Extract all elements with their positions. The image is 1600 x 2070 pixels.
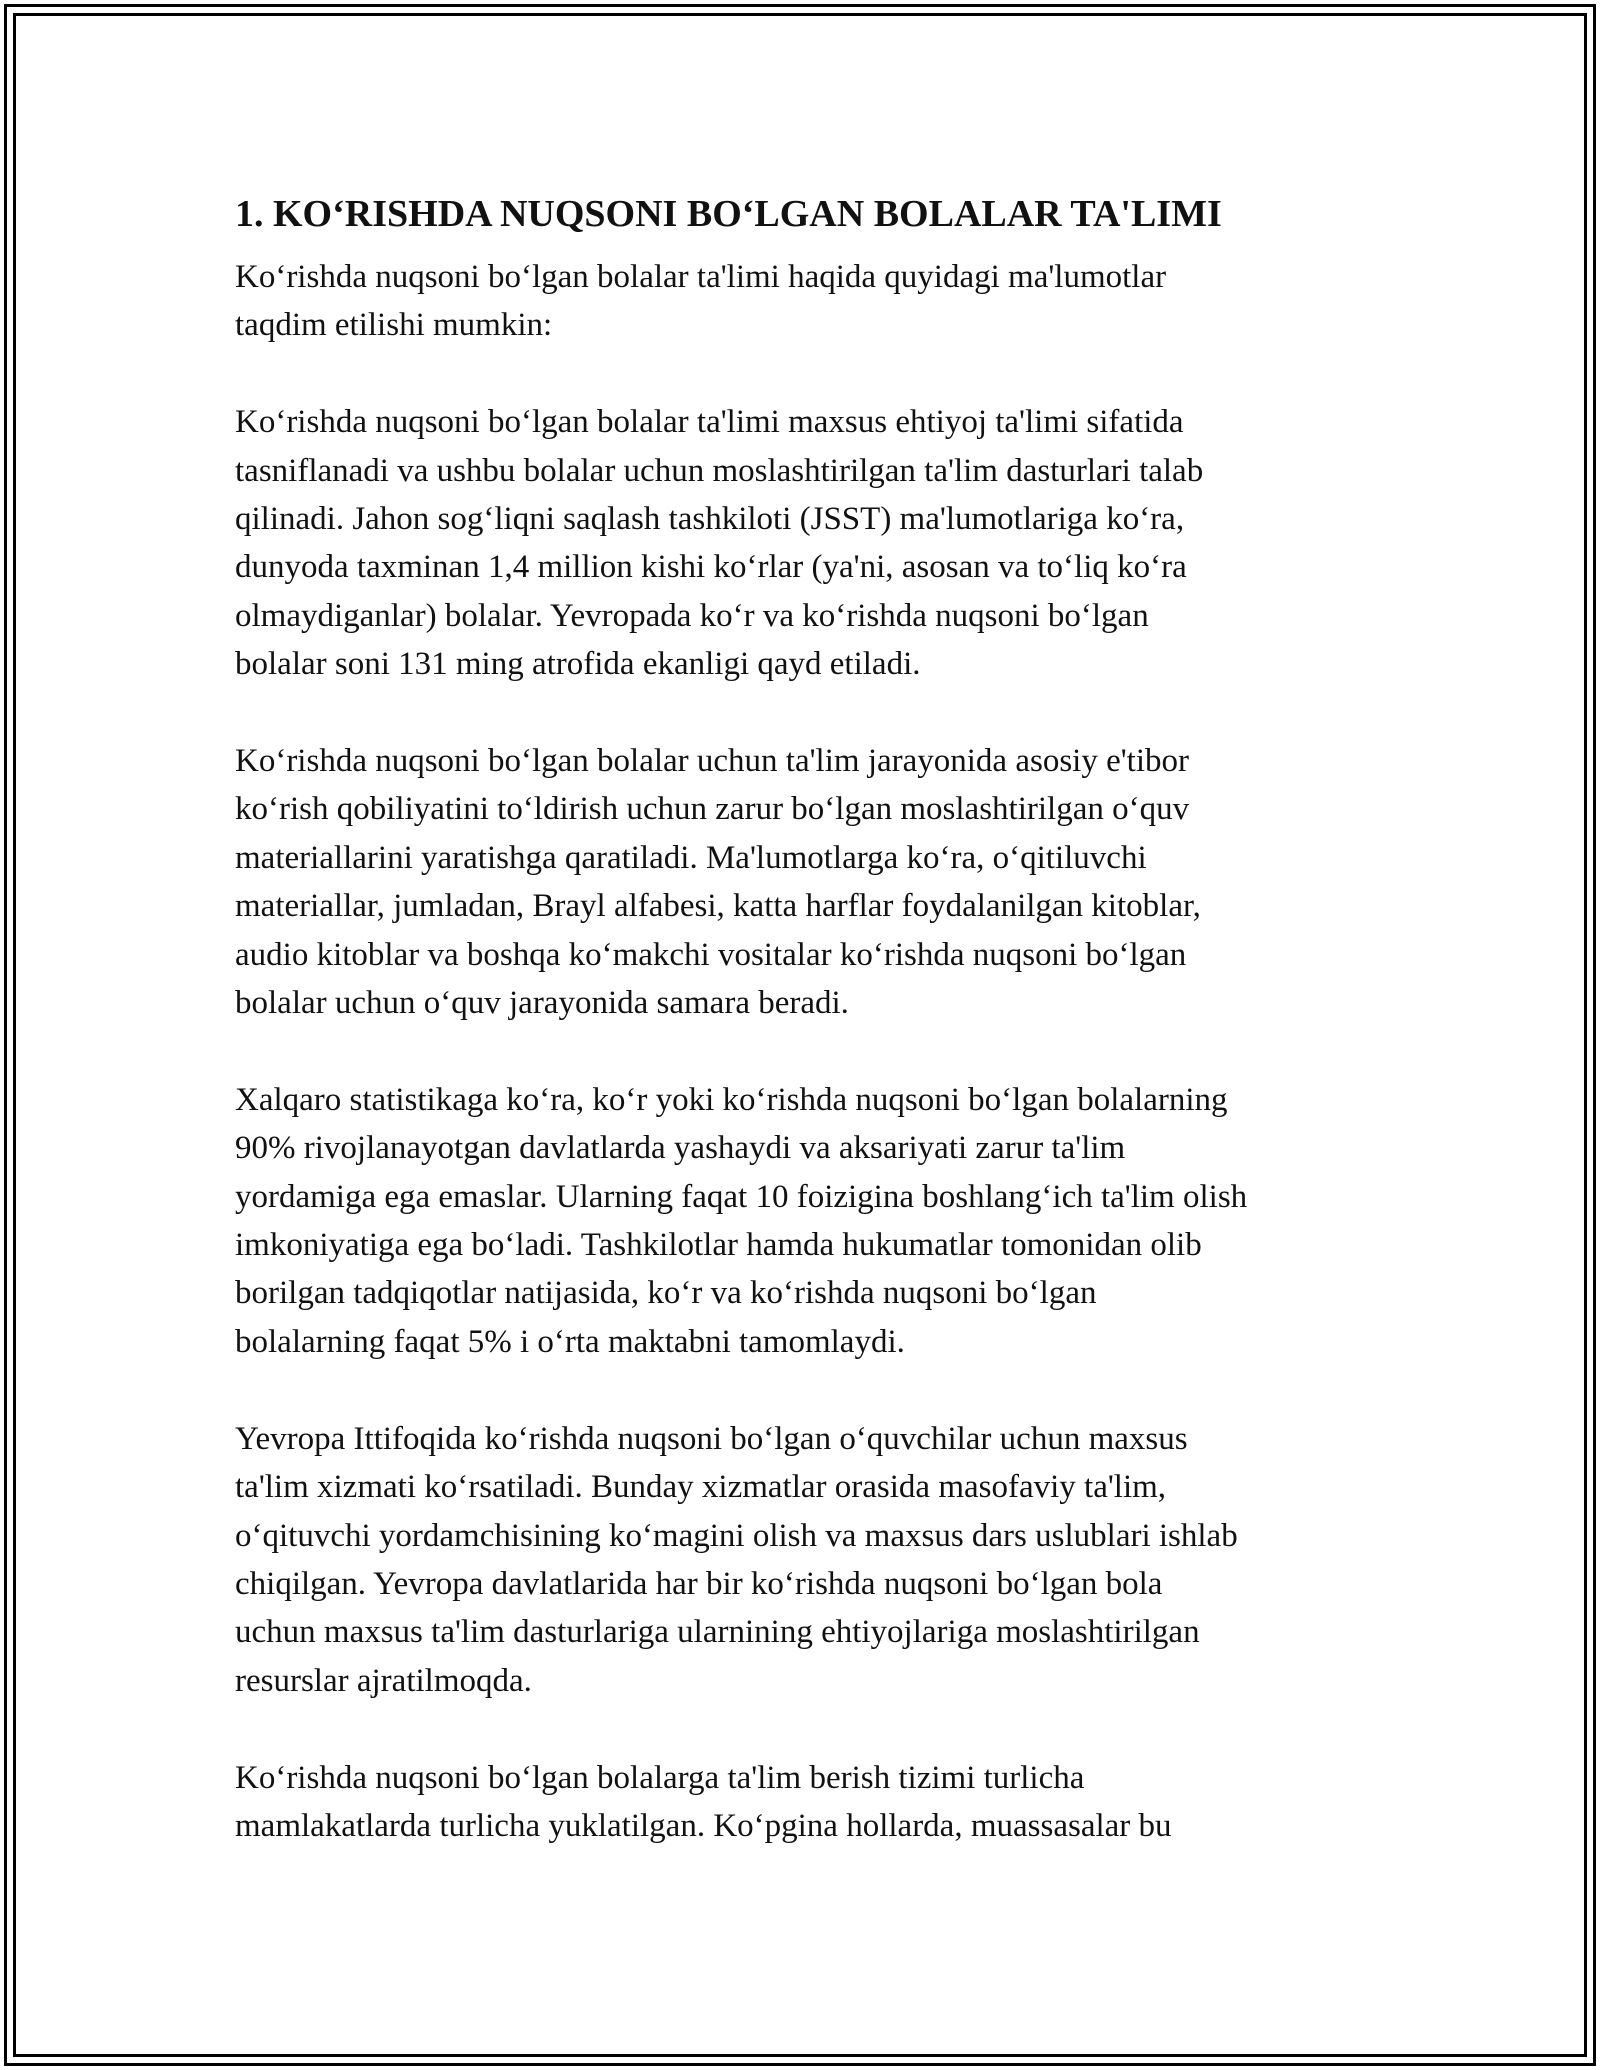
text-line: Ko‘rishda nuqsoni bo‘lgan bolalar ta'limi haqida quyidagi ma'lumotlar: [235, 259, 1167, 295]
text-line: mamlakatlarda turlicha yuklatilgan. Ko‘pgina hollarda, muassasalar bu: [235, 1807, 1172, 1844]
text-line: Ko‘rishda nuqsoni bo‘lgan bolalar ta'limi maxsus ehtiyoj ta'limi sifatida: [235, 404, 1184, 441]
text-line: ta'lim xizmati ko‘rsatiladi. Bunday xizmatlar orasida masofaviy ta'lim,: [235, 1469, 1167, 1506]
text-line: Ko‘rishda nuqsoni bo‘lgan bolalar uchun ta'lim jarayonida asosiy e'tibor: [235, 743, 1190, 780]
paragraph-classification: [235, 398, 1385, 688]
paragraph-materials: [235, 737, 1385, 1027]
document-body: [235, 185, 1385, 1899]
text-line: o‘qituvchi yordamchisining ko‘magini olish va maxsus dars uslublari ishlab: [235, 1517, 1238, 1554]
paragraph-statistics: [235, 1076, 1385, 1366]
paragraph-systems: [235, 1754, 1385, 1851]
text-line: uchun maxsus ta'lim dasturlariga ularnining ehtiyojlariga moslashtirilgan: [235, 1614, 1200, 1651]
text-line: Ko‘rishda nuqsoni bo‘lgan bolalarga ta'lim berish tizimi turlicha: [235, 1759, 1085, 1796]
text-line: tasniflanadi va ushbu bolalar uchun moslashtirilgan ta'lim dasturlari talab: [235, 452, 1204, 489]
text-line: ko‘rish qobiliyatini to‘ldirish uchun zarur bo‘lgan moslashtirilgan o‘quv: [235, 791, 1190, 828]
text-line: imkoniyatiga ega bo‘ladi. Tashkilotlar hamda hukumatlar tomonidan olib: [235, 1227, 1202, 1264]
text-line: audio kitoblar va boshqa ko‘makchi vositalar ko‘rishda nuqsoni bo‘lgan: [235, 936, 1187, 973]
text-line: qilinadi. Jahon sog‘liqni saqlash tashkiloti (JSST) ma'lumotlariga ko‘ra,: [235, 501, 1185, 538]
text-line: bolalar uchun o‘quv jarayonida samara beradi.: [235, 985, 849, 1022]
section-heading: 1. KO‘RISHDA NUQSONI BO‘LGAN BOLALAR TA'LIMI: [235, 193, 1222, 235]
text-line: materiallar, jumladan, Brayl alfabesi, katta harflar foydalanilgan kitoblar,: [235, 888, 1201, 925]
text-line: borilgan tadqiqotlar natijasida, ko‘r va ko‘rishda nuqsoni bo‘lgan: [235, 1275, 1097, 1312]
text-line: yordamiga ega emaslar. Ularning faqat 10 foizigina boshlang‘ich ta'lim olish: [235, 1178, 1248, 1215]
text-line: chiqilgan. Yevropa davlatlarida har bir ko‘rishda nuqsoni bo‘lgan bola: [235, 1565, 1163, 1602]
text-line: bolalarning faqat 5% i o‘rta maktabni tamomlaydi.: [235, 1323, 905, 1360]
text-line: resurslar ajratilmoqda.: [235, 1662, 532, 1699]
text-line: materiallarini yaratishga qaratiladi. Ma'lumotlarga ko‘ra, o‘qitiluvchi: [235, 839, 1147, 876]
text-line: 90% rivojlanayotgan davlatlarda yashaydi va aksariyati zarur ta'lim: [235, 1130, 1126, 1167]
text-line: taqdim etilishi mumkin:: [235, 307, 553, 344]
text-line: bolalar soni 131 ming atrofida ekanligi qayd etiladi.: [235, 646, 921, 683]
text-line: olmaydiganlar) bolalar. Yevropada ko‘r va ko‘rishda nuqsoni bo‘lgan: [235, 597, 1149, 634]
text-line: dunyoda taxminan 1,4 million kishi ko‘rlar (ya'ni, asosan va to‘liq ko‘ra: [235, 549, 1187, 586]
text-line: Xalqaro statistikaga ko‘ra, ko‘r yoki ko‘rishda nuqsoni bo‘lgan bolalarning: [235, 1081, 1228, 1118]
text-line: Yevropa Ittifoqida ko‘rishda nuqsoni bo‘lgan o‘quvchilar uchun maxsus: [235, 1420, 1188, 1457]
paragraph-european-union: [235, 1415, 1385, 1705]
paragraph-intro: [235, 253, 1385, 350]
